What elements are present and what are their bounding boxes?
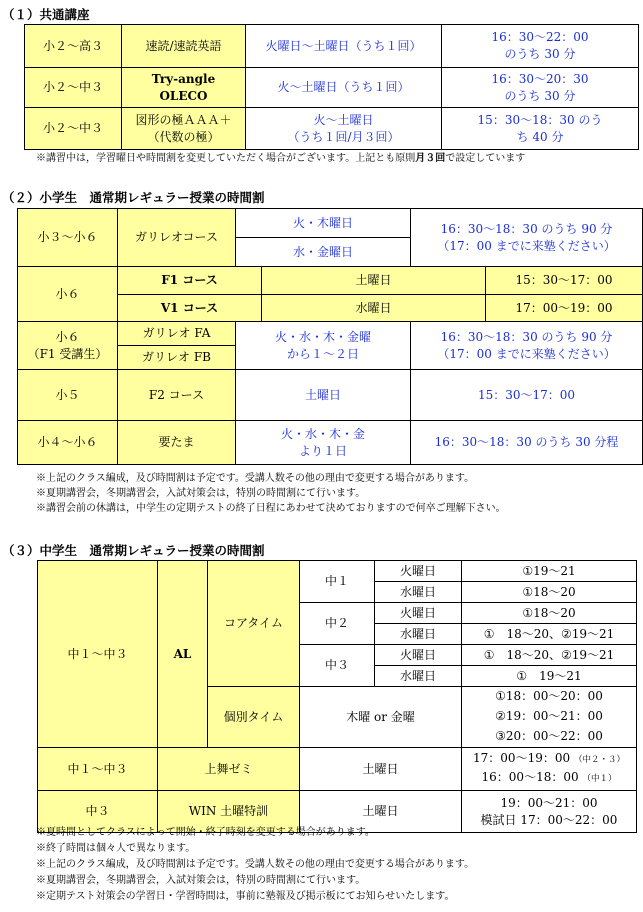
time-cell: 15：30〜18：30 のう ち 40 分: [442, 108, 639, 150]
time-cell: 16：30〜22：00 のうち 30 分: [442, 25, 639, 68]
course-cell: V1 コース: [118, 295, 262, 322]
grade-sub-cell: 中３: [300, 645, 375, 687]
time-cell: ③20：00〜22：00: [462, 727, 637, 748]
course-cell: 速読/速読英語: [122, 25, 246, 68]
junior-high-timetable: [37, 560, 637, 833]
time-cell: ①19〜21: [462, 561, 637, 582]
days-cell: 火曜日〜土曜日（うち１回）: [246, 25, 442, 68]
grade-cell: 中１〜中３: [38, 748, 158, 791]
day-cell: 土曜日: [262, 267, 486, 295]
time-cell: 17：00〜19：00 （中２・３） 16：00〜18：00 （中１）: [462, 748, 637, 791]
time-cell: ① 18〜20、②19〜21: [462, 645, 637, 666]
grade-sub-cell: 中１: [300, 561, 375, 603]
day-cell: 水曜日: [375, 582, 462, 603]
day-cell: 水曜日: [262, 295, 486, 322]
time-cell: 15：30〜17：00: [411, 370, 643, 421]
time-cell: 16：30〜18：30 のうち 30 分程: [411, 421, 643, 465]
day-cell: 火曜日: [375, 645, 462, 666]
time-cell: ①18〜20: [462, 582, 637, 603]
section3-heading: （３）中学生 通常期レギュラー授業の時間割: [2, 543, 265, 558]
course-cell: 図形の極ＡＡＡ＋ （代数の極）: [122, 108, 246, 150]
time-cell: ②19：00〜21：00: [462, 707, 637, 727]
grade-cell: 小６ （F1 受講生）: [18, 322, 118, 370]
course-cell: 要たま: [118, 421, 236, 465]
section3-note: ※定期テスト対策会の学習日・学習時間は，事前に塾報及び掲示板にてお知らせいたします。: [36, 891, 455, 902]
days-cell: 火・水・木・金 より１日: [236, 421, 411, 465]
grade-cell: 小４〜小６: [18, 421, 118, 465]
days-cell: 火〜土曜日 （うち１回/月３回）: [246, 108, 442, 150]
course-cell: F1 コース: [118, 267, 262, 295]
section1-note: ※講習中は，学習曜日や時間割を変更していただく場合がございます。上記とも原則月３回で設定しています: [36, 153, 526, 164]
course-cell: ガリレオコース: [118, 209, 236, 267]
section3-note: ※上記のクラス編成，及び時間割は予定です。受講人数その他の理由で変更する場合があります。: [36, 859, 475, 870]
individual-time-cell: 個別タイム: [208, 687, 300, 748]
time-cell: 17：00〜19：00: [486, 295, 643, 322]
section2-heading: （２）小学生 通常期レギュラー授業の時間割: [2, 190, 265, 205]
course-cell: F2 コース: [118, 370, 236, 421]
day-cell: 水曜日: [375, 666, 462, 687]
grade-cell: 小３〜小６: [18, 209, 118, 267]
grade-cell: 中１〜中３: [38, 561, 158, 748]
grade-cell: 中３: [38, 791, 158, 833]
time-cell: ① 19〜21: [462, 666, 637, 687]
course-cell: ガリレオ FB: [118, 346, 236, 370]
grade-cell: 小２〜高３: [25, 25, 122, 68]
days-cell: 火・水・木・金曜 から１〜２日: [236, 322, 411, 370]
core-time-cell: コアタイム: [208, 561, 300, 687]
day-cell: 土曜日: [300, 748, 462, 791]
day-cell: 木曜 or 金曜: [300, 687, 462, 748]
course-cell: 上舞ゼミ: [158, 748, 300, 791]
grade-sub-cell: 中２: [300, 603, 375, 645]
day-cell: 土曜日: [300, 791, 462, 833]
section3-note: ※夏時間としてクラスによって開始・終了時刻を変更する場合があります。: [36, 827, 375, 838]
time-cell: 16：30〜20：30 のうち 30 分: [442, 68, 639, 108]
section3-note: ※終了時間は個々人で異なります。: [36, 843, 196, 854]
course-cell: ガリレオ FA: [118, 322, 236, 346]
common-course-table: [24, 24, 639, 150]
day-cell: 火曜日: [375, 603, 462, 624]
grade-cell: 小６: [18, 267, 118, 322]
days-cell: 火・木曜日: [236, 209, 411, 238]
time-cell: 15：30〜17：00: [486, 267, 643, 295]
course-cell: AL: [158, 561, 208, 748]
time-cell: 16：30〜18：30 のうち 90 分 （17：00 までに来塾ください）: [411, 322, 643, 370]
time-cell: ①18〜20: [462, 603, 637, 624]
grade-cell: 小２〜中３: [25, 68, 122, 108]
day-cell: 火曜日: [375, 561, 462, 582]
grade-cell: 小２〜中３: [25, 108, 122, 150]
day-cell: 土曜日: [236, 370, 411, 421]
elementary-timetable: [17, 208, 643, 465]
day-cell: 水曜日: [375, 624, 462, 645]
section2-note: ※夏期講習会，冬期講習会，入試対策会は，特別の時間割にて行います。: [36, 488, 366, 499]
grade-cell: 小５: [18, 370, 118, 421]
time-cell: 16：30〜18：30 のうち 90 分 （17：00 までに来塾ください）: [411, 209, 643, 267]
time-cell: 19：00〜21：00 模試日 17：00〜22：00: [462, 791, 637, 833]
days-cell: 水・金曜日: [236, 238, 411, 267]
section2-note: ※講習会前の休講は，中学生の定期テストの終了日程にあわせて決めておりますので何卒ご理解下さい。: [36, 503, 506, 514]
section3-note: ※夏期講習会，冬期講習会，入試対策会は，特別の時間割にて行います。: [36, 875, 366, 886]
section2-note: ※上記のクラス編成，及び時間割は予定です。受講人数その他の理由で変更する場合があります。: [36, 473, 475, 484]
course-cell: WIN 土曜特訓: [158, 791, 300, 833]
time-cell: ①18：00〜20：00: [462, 687, 637, 707]
time-cell: ① 18〜20、②19〜21: [462, 624, 637, 645]
section1-heading: （１）共通講座: [2, 7, 90, 22]
course-cell: Try-angle OLECO: [122, 68, 246, 108]
days-cell: 火〜土曜日（うち１回）: [246, 68, 442, 108]
